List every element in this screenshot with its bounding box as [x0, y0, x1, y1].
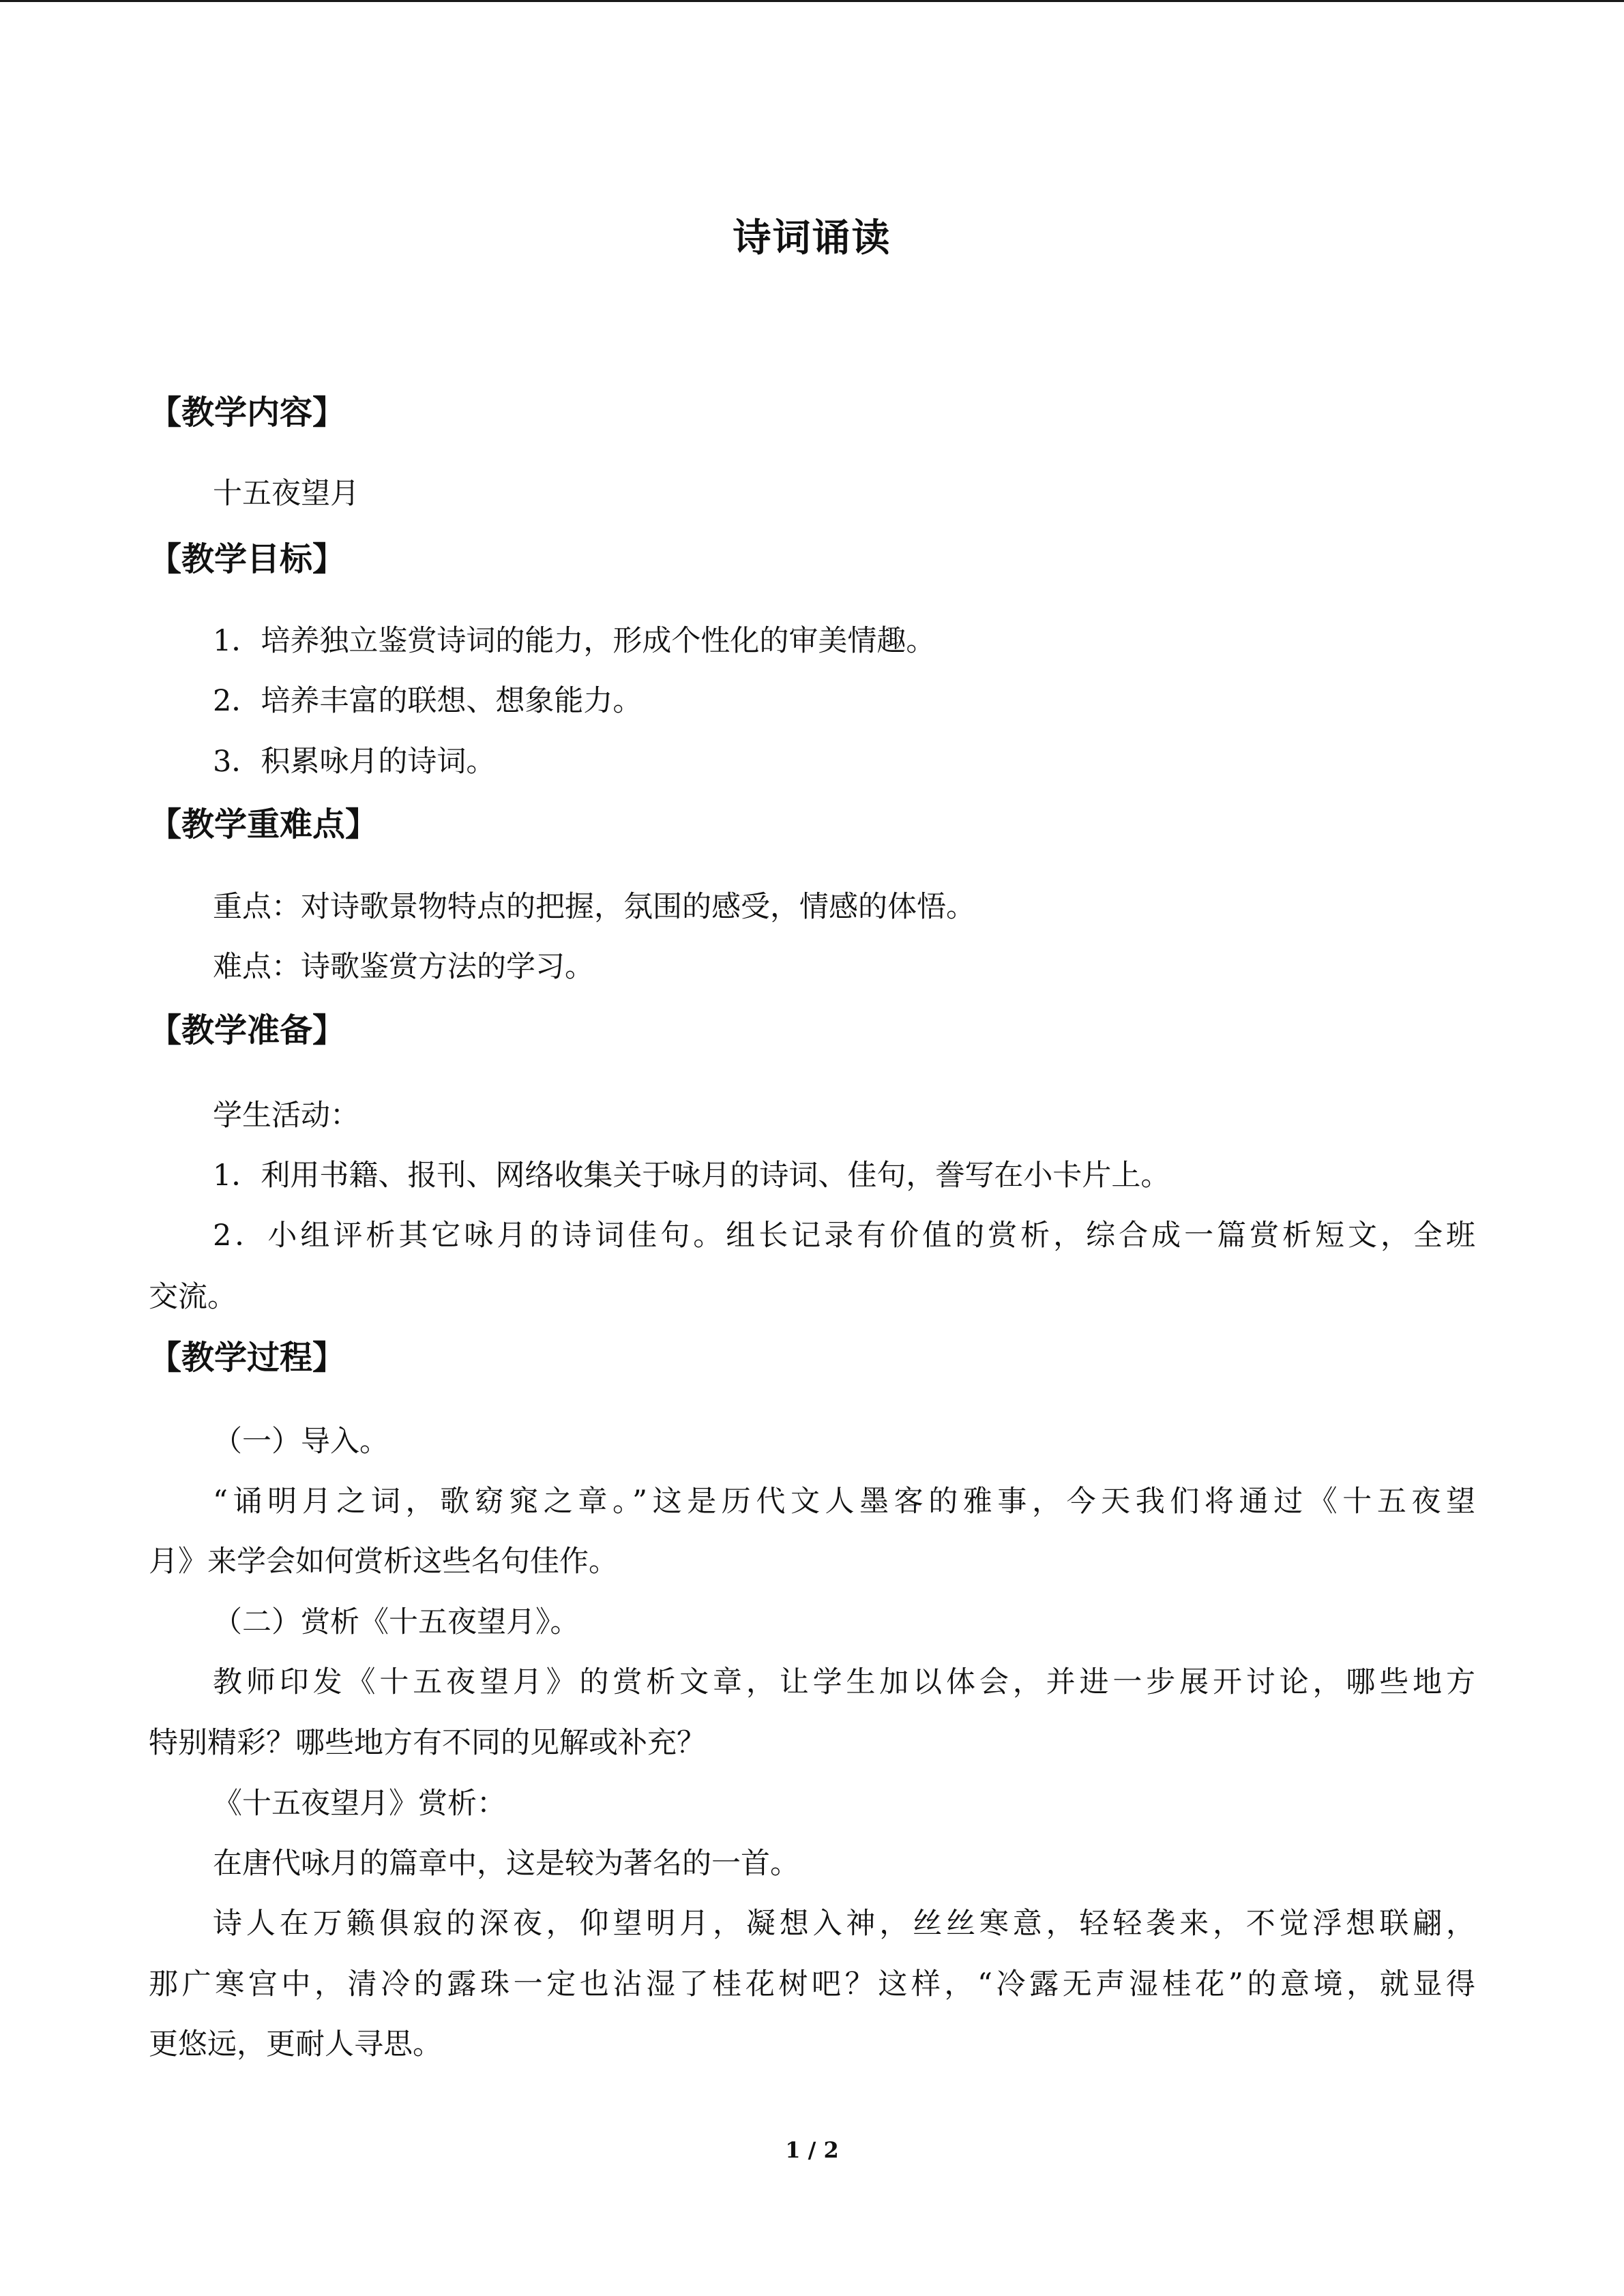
process-line: 诗人在万籁俱寂的深夜，仰望明月，凝想入神，丝丝寒意，轻轻袭来，不觉浮想联翩， [213, 1907, 1475, 1941]
process-line: 在唐代咏月的篇章中，这是较为著名的一首。 [213, 1847, 799, 1881]
difficulty-line: 难点：诗歌鉴赏方法的学习。 [213, 950, 594, 984]
process-line: 特别精彩？哪些地方有不同的见解或补充？ [149, 1726, 706, 1760]
objective-item: 1．培养独立鉴赏诗词的能力，形成个性化的审美情趣。 [213, 624, 936, 658]
section-heading-objectives: 【教学目标】 [149, 540, 346, 578]
process-line: 《十五夜望月》赏析： [213, 1787, 506, 1821]
process-line: 更悠远，更耐人寻思。 [149, 2027, 442, 2061]
section-heading-content: 【教学内容】 [149, 393, 346, 432]
section-heading-key-points: 【教学重难点】 [149, 805, 379, 844]
section-heading-process: 【教学过程】 [149, 1339, 346, 1377]
process-line: （一）导入。 [213, 1425, 389, 1459]
document-title: 诗词诵读 [733, 216, 891, 260]
process-line: “诵明月之词，歌窈窕之章。”这是历代文人墨客的雅事，今天我们将通过《十五夜望 [213, 1485, 1475, 1519]
process-line: 那广寒宫中，清冷的露珠一定也沾湿了桂花树吧？这样，“冷露无声湿桂花”的意境，就显得 [149, 1967, 1475, 2001]
preparation-line: 交流。 [149, 1280, 237, 1314]
top-border-rule [0, 0, 1624, 2]
content-line: 十五夜望月 [213, 477, 359, 511]
key-point-line: 重点：对诗歌景物特点的把握，氛围的感受，情感的体悟。 [213, 890, 975, 924]
objective-item: 2．培养丰富的联想、想象能力。 [213, 684, 643, 718]
process-line: 月》来学会如何赏析这些名句佳作。 [149, 1545, 618, 1579]
section-heading-preparation: 【教学准备】 [149, 1011, 346, 1049]
page-number: 1 / 2 [785, 2137, 839, 2163]
preparation-line: 学生活动： [213, 1099, 359, 1133]
process-line: 教师印发《十五夜望月》的赏析文章，让学生加以体会，并进一步展开讨论，哪些地方 [213, 1665, 1475, 1699]
objective-item: 3．积累咏月的诗词。 [213, 745, 496, 779]
preparation-line: 2．小组评析其它咏月的诗词佳句。组长记录有价值的赏析，综合成一篇赏析短文，全班 [213, 1219, 1475, 1253]
process-line: （二）赏析《十五夜望月》。 [213, 1605, 580, 1639]
preparation-line: 1．利用书籍、报刊、网络收集关于咏月的诗词、佳句，誊写在小卡片上。 [213, 1159, 1170, 1193]
